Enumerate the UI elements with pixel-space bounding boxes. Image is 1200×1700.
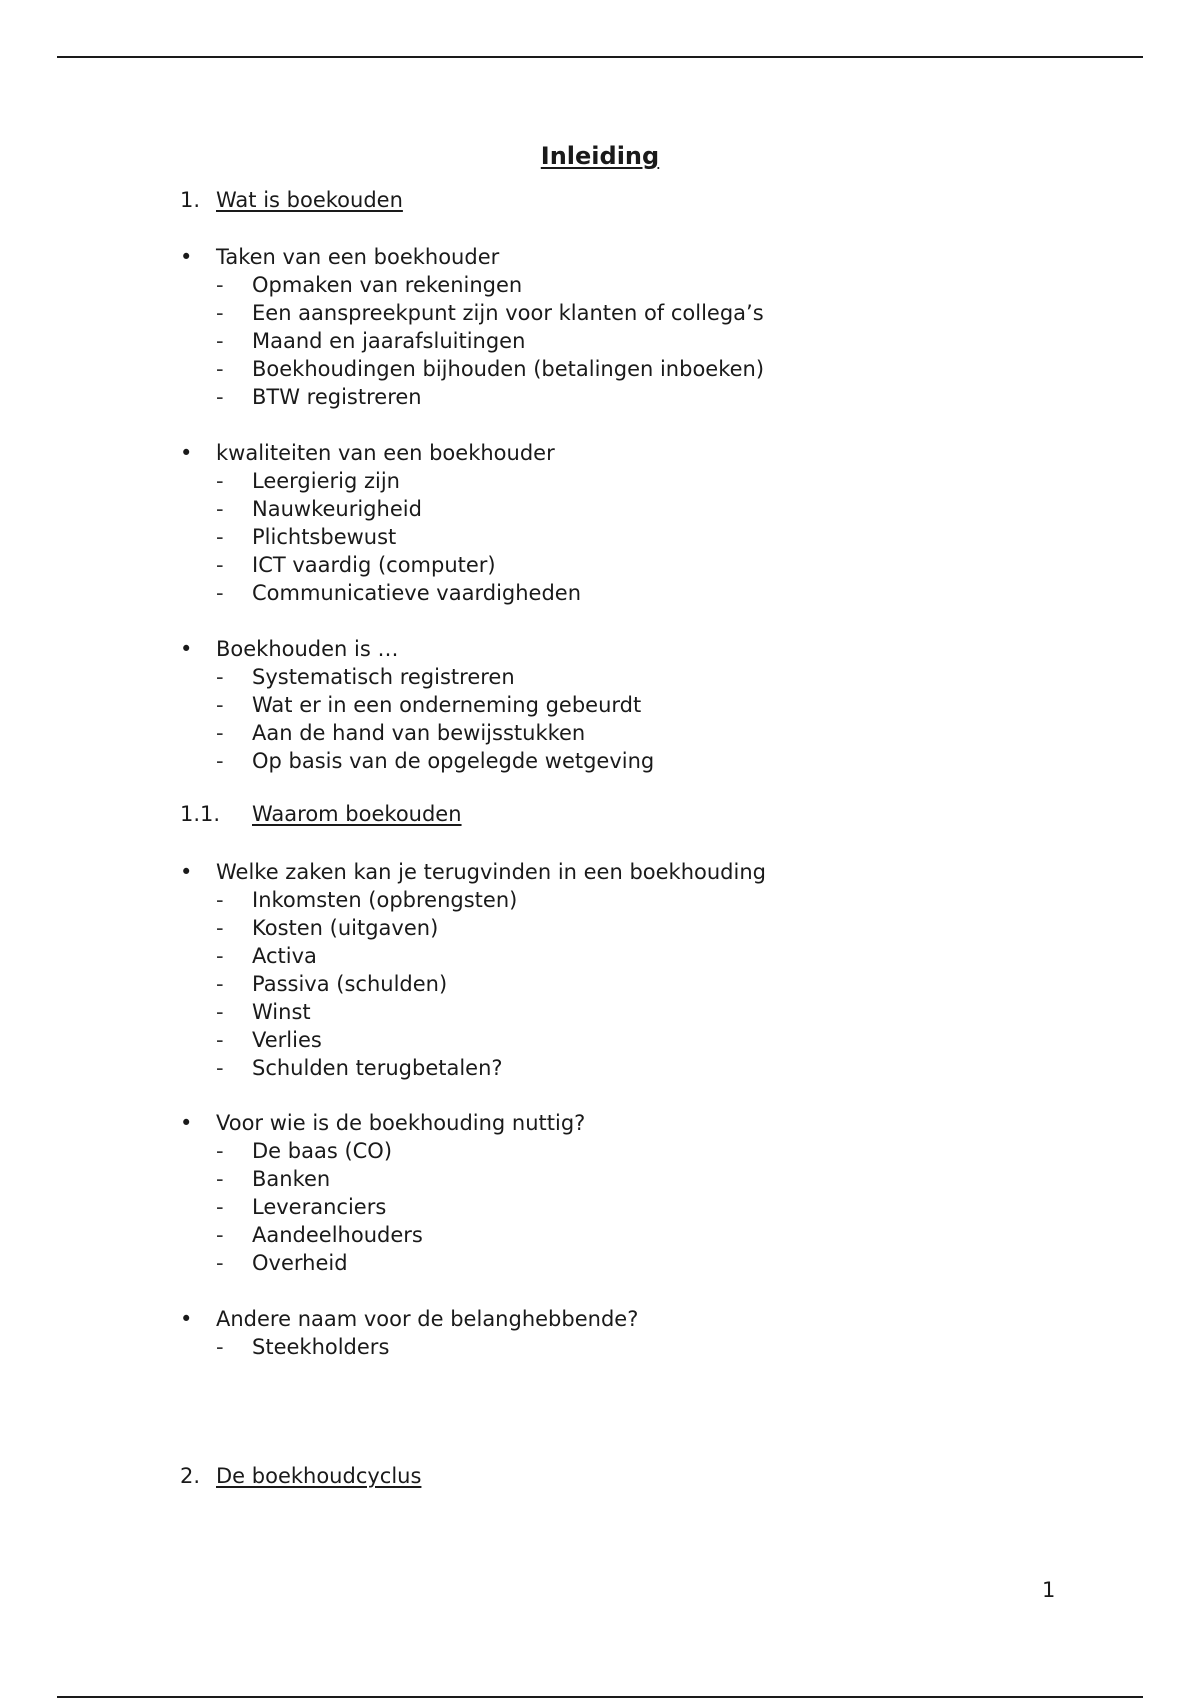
list-item-text: Kosten (uitgaven) <box>252 916 439 940</box>
dash-icon: - <box>216 497 224 521</box>
section-heading-2 <box>180 1464 421 1488</box>
bullet-label: kwaliteiten van een boekhouder <box>216 441 555 465</box>
dash-icon: - <box>216 357 224 381</box>
section-number: 1.1. <box>180 802 221 826</box>
bullet-dot-icon: • <box>180 637 193 661</box>
bullet-dot-icon: • <box>180 245 193 269</box>
bullet-label: Boekhouden is … <box>216 637 399 661</box>
dash-icon: - <box>216 581 224 605</box>
bullet-label: Andere naam voor de belanghebbende? <box>216 1307 639 1331</box>
page-number: 1 <box>1042 1578 1056 1602</box>
dash-icon: - <box>216 916 224 940</box>
dash-icon: - <box>216 469 224 493</box>
list-item-text: Maand en jaarafsluitingen <box>252 329 526 353</box>
list-item-text: Leveranciers <box>252 1195 387 1219</box>
list-item-text: Activa <box>252 944 317 968</box>
list-item-text: Boekhoudingen bijhouden (betalingen inboeken) <box>252 357 765 381</box>
bullet-label: Taken van een boekhouder <box>216 245 500 269</box>
document-title: Inleiding <box>540 142 660 170</box>
list-item-text: ICT vaardig (computer) <box>252 553 496 577</box>
bullet-dot-icon: • <box>180 1111 193 1135</box>
list-item-text: Opmaken van rekeningen <box>252 273 523 297</box>
dash-icon: - <box>216 385 224 409</box>
bullet-dot-icon: • <box>180 860 193 884</box>
section-title: Waarom boekouden <box>252 802 462 826</box>
section-title: Wat is boekouden <box>216 188 403 212</box>
header-rule <box>57 56 1143 58</box>
dash-icon: - <box>216 944 224 968</box>
dash-icon: - <box>216 1223 224 1247</box>
dash-icon: - <box>216 1056 224 1080</box>
list-item-text: Wat er in een onderneming gebeurdt <box>252 693 642 717</box>
bullet-label: Voor wie is de boekhouding nuttig? <box>216 1111 586 1135</box>
dash-icon: - <box>216 888 224 912</box>
dash-icon: - <box>216 721 224 745</box>
section-title: De boekhoudcyclus <box>216 1464 422 1488</box>
list-item-text: Schulden terugbetalen? <box>252 1056 503 1080</box>
list-item-text: BTW registreren <box>252 385 422 409</box>
bullet-label: Welke zaken kan je terugvinden in een boekhouding <box>216 860 766 884</box>
dash-icon: - <box>216 1251 224 1275</box>
section-number: 2. <box>180 1464 201 1488</box>
dash-icon: - <box>216 301 224 325</box>
list-item-text: Inkomsten (opbrengsten) <box>252 888 518 912</box>
list-item-text: Winst <box>252 1000 311 1024</box>
bullet-dot-icon: • <box>180 1307 193 1331</box>
dash-icon: - <box>216 1167 224 1191</box>
dash-icon: - <box>216 329 224 353</box>
list-item-text: De baas (CO) <box>252 1139 393 1163</box>
dash-icon: - <box>216 273 224 297</box>
dash-icon: - <box>216 665 224 689</box>
list-item-text: Op basis van de opgelegde wetgeving <box>252 749 655 773</box>
list-item-text: Banken <box>252 1167 331 1191</box>
list-item-text: Systematisch registreren <box>252 665 515 689</box>
list-item-text: Communicatieve vaardigheden <box>252 581 582 605</box>
list-item-text: Aandeelhouders <box>252 1223 423 1247</box>
dash-icon: - <box>216 1028 224 1052</box>
bullet-dot-icon: • <box>180 441 193 465</box>
section-number: 1. <box>180 188 201 212</box>
dash-icon: - <box>216 1000 224 1024</box>
dash-icon: - <box>216 972 224 996</box>
list-item-text: Overheid <box>252 1251 348 1275</box>
dash-icon: - <box>216 693 224 717</box>
dash-icon: - <box>216 1335 224 1359</box>
list-item-text: Leergierig zijn <box>252 469 400 493</box>
list-item-text: Aan de hand van bewijsstukken <box>252 721 586 745</box>
list-item-text: Plichtsbewust <box>252 525 397 549</box>
dash-icon: - <box>216 1195 224 1219</box>
dash-icon: - <box>216 749 224 773</box>
list-item-text: Passiva (schulden) <box>252 972 448 996</box>
dash-icon: - <box>216 1139 224 1163</box>
list-item-text: Verlies <box>252 1028 322 1052</box>
dash-icon: - <box>216 525 224 549</box>
section-heading-1-1 <box>180 802 462 826</box>
section-heading-1 <box>180 188 403 212</box>
dash-icon: - <box>216 553 224 577</box>
footer-rule <box>57 1696 1143 1698</box>
list-item-text: Een aanspreekpunt zijn voor klanten of collega’s <box>252 301 764 325</box>
list-item-text: Nauwkeurigheid <box>252 497 422 521</box>
list-item-text: Steekholders <box>252 1335 390 1359</box>
